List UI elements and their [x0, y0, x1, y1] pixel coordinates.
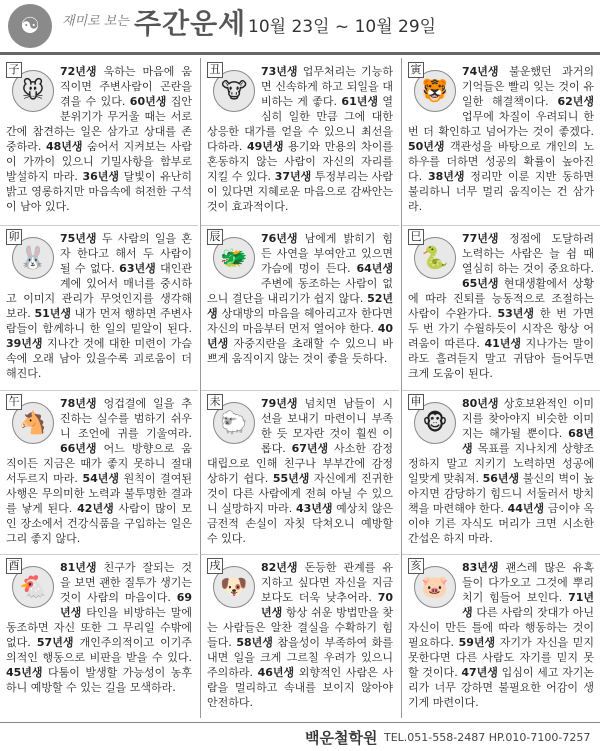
fortune-sentence: 엉겁결에 일을 추진하는 실수를 범하기 쉬우니 조언에 귀를 기울여라.	[60, 397, 192, 440]
zodiac-badge: 卯	[6, 229, 22, 245]
birth-year-label: 71년생	[462, 591, 594, 619]
fortune-sentence: 지나간 것에 대한 미련이 가슴속에 오래 남아 있을수록 괴로움이 더해진다.	[6, 337, 192, 380]
birth-year-label: 66년생	[60, 442, 97, 455]
birth-year-label: 72년생	[60, 65, 97, 78]
column-left	[0, 58, 198, 718]
zodiac-animal-icon: 🐭	[12, 70, 54, 112]
fortune-sentence: 용기와 만용의 차이를 혼동하지 않는 사람이 자신의 자리를 지킬 수 있다.	[207, 140, 393, 183]
birth-year-label: 54년생	[82, 472, 120, 485]
zodiac-badge: 申	[408, 394, 424, 410]
fortune-sentence: 상대방의 마음을 헤아리고자 한다면 자신의 마음부터 먼저 열어야 한다.	[207, 307, 393, 335]
zodiac-animal-icon: 🐔	[12, 566, 54, 608]
birth-year-label: 44년생	[507, 502, 545, 515]
fortune-cell	[201, 554, 399, 718]
fortune-sentence: 열심히 일한 만큼 그에 대한 상응한 대가를 얻을 수 있으니 최선을 다하라.	[207, 95, 393, 153]
birth-year-label: 77년생	[462, 232, 499, 245]
fortune-sentence: 예상치 않은 금전적 손실이 자칫 닥쳐오니 예방할 수 있다.	[207, 502, 393, 545]
fortune-cell	[402, 390, 600, 554]
birth-year-label: 63년생	[119, 262, 156, 275]
birth-year-label: 39년생	[6, 337, 43, 350]
birth-year-label: 38년생	[427, 170, 465, 183]
fortune-sentence: 내가 먼저 행하면 주변사람들이 함께하니 한 일의 밑알이 된다.	[6, 307, 192, 335]
zodiac-illustration	[408, 394, 458, 446]
zodiac-illustration	[6, 394, 56, 446]
fortune-cell	[0, 554, 198, 718]
fortune-sentence: 친구가 잘되는 것을 보면 괜한 질투가 생기는 것이 사람의 마음이다.	[60, 561, 192, 604]
fortune-sentence: 타인을 비방하는 말에 동조하면 자신 또한 그 무리일 수밖에 없다.	[6, 606, 192, 649]
birth-year-label: 55년생	[272, 472, 310, 485]
birth-year-label: 56년생	[482, 472, 520, 485]
zodiac-illustration	[207, 229, 257, 281]
birth-year-label: 41년생	[484, 337, 522, 350]
fortune-sentence: 투정부리는 사람이 있다면 지혜로운 마음으로 감싸안는 것이 효과적이다.	[207, 170, 393, 213]
fortune-sentence: 다른 사람의 잣대가 아닌 자신이 만든 틀에 따라 행동하는 것이 필요하다.	[408, 606, 594, 649]
birth-year-label: 64년생	[356, 262, 393, 275]
column-middle	[201, 58, 399, 718]
fortune-sentence: 개인주의적이고 이기주의적인 행동으로 비판을 받을 수 있다.	[6, 636, 192, 664]
fortune-sentence: 달빛이 유난히 밝고 영롱하지만 마음속에 허전한 구석이 남아 있다.	[6, 170, 192, 213]
zodiac-badge: 亥	[408, 558, 424, 574]
header	[0, 0, 600, 52]
fortune-sentence: 불신의 벽이 높아지면 감당하기 힘드니 서둘러서 방치책을 마련해야 한다.	[408, 472, 594, 515]
zodiac-animal-icon: 🐶	[213, 566, 255, 608]
fortune-sentence: 정점에 도달하려 노력하는 사람은 늘 쉼 때 열심히 하는 것이 중요하다.	[462, 232, 594, 275]
birth-year-label: 52년생	[207, 292, 393, 320]
zodiac-animal-icon: 🐍	[414, 237, 456, 279]
birth-year-label: 79년생	[261, 397, 298, 410]
zodiac-badge: 丑	[207, 62, 223, 78]
birth-year-label: 49년생	[246, 140, 284, 153]
fortune-sentence: 참을성이 부족하여 화를 내면 일을 크게 그르칠 우려가 있으니 주의하라.	[207, 636, 393, 679]
birth-year-label: 43년생	[295, 502, 333, 515]
fortune-sentence: 업무처리는 기능하면 신속하게 하고 되일을 대비하는 게 좋다.	[261, 65, 393, 108]
zodiac-animal-icon: 🐰	[12, 237, 54, 279]
zodiac-badge: 寅	[408, 62, 424, 78]
fortune-sentence: 외향적인 사람은 사람을 멀리하고 속내를 보이지 않아야 안전하다.	[207, 666, 393, 709]
fortune-sentence: 정리만 이룬 지반 동하면 불리하니 너무 멀리 움직이는 건 삼가라.	[408, 170, 594, 213]
fortune-cell	[0, 58, 198, 225]
birth-year-label: 45년생	[6, 666, 43, 679]
fortune-sentence: 항상 쉬운 방법만을 찾는 사람들은 알찬 결실을 수확하기 힘들다.	[207, 606, 393, 649]
fortune-sentence: 남에게 밝히기 힘든 사연을 부여안고 있으면 가슴에 멍이 든다.	[261, 232, 393, 275]
birth-year-label: 53년생	[497, 307, 535, 320]
birth-year-label: 76년생	[261, 232, 298, 245]
fortune-cell	[201, 58, 399, 225]
birth-year-label: 82년생	[261, 561, 298, 574]
birth-year-label: 59년생	[458, 636, 496, 649]
birth-year-label: 51년생	[34, 307, 71, 320]
fortune-sentence: 객관성을 바탕으로 개인의 노하우를 더하면 성공의 확률이 높아진다.	[408, 140, 594, 183]
birth-year-label: 62년생	[557, 95, 594, 108]
fortune-sentence: 자신에게 진귀한 것이 다른 사람에게 전혀 아닐 수 있으니 실망하지 마라.	[207, 472, 393, 515]
zodiac-illustration	[6, 558, 56, 610]
fortune-sentence: 원칙이 결여된 사행은 무의미한 노력과 불투명한 결과를 낳게 된다.	[6, 472, 192, 515]
birth-year-label: 46년생	[257, 666, 295, 679]
birth-year-label: 74년생	[462, 65, 499, 78]
birth-year-label: 37년생	[274, 170, 312, 183]
birth-year-label: 40년생	[207, 322, 393, 350]
zodiac-illustration	[207, 558, 257, 610]
birth-year-label: 73년생	[261, 65, 298, 78]
fortune-sentence: 지나가는 말이라도 흘려듣지 말고 귀담아 들어두면 크게 도움이 된다.	[408, 337, 594, 380]
fortune-sentence: 대인관계에 있어서 매너를 중시하고 이미지 관리가 무엇인지를 생각해 보라.	[6, 262, 192, 320]
fortune-sentence: 사람이 많이 모인 장소에서 건강식품을 구입하는 일은 그리 좋지 않다.	[6, 502, 192, 545]
zodiac-illustration	[207, 394, 257, 446]
fortune-cell	[0, 225, 198, 390]
fortune-sentence: 어느 방향으로 움직이든 지금은 때가 좋지 못하니 절대 서두르지 마라.	[6, 442, 192, 485]
fortune-sentence: 괜스레 많은 유혹들이 다가오고 그것에 뿌리치기 힘들어 보인다.	[462, 561, 594, 604]
fortune-sentence: 금이야 옥이야 기른 자식도 머리가 크면 시소한 간섭은 하지 마라.	[408, 502, 594, 545]
zodiac-badge: 子	[6, 62, 22, 78]
birth-year-label: 80년생	[462, 397, 499, 410]
column-right	[402, 58, 600, 718]
zodiac-illustration	[6, 229, 56, 281]
birth-year-label: 47년생	[461, 666, 498, 679]
zodiac-animal-icon: 🐵	[414, 402, 456, 444]
zodiac-animal-icon: 🐴	[12, 402, 54, 444]
birth-year-label: 75년생	[60, 232, 97, 245]
fortune-sentence: 집안분위기가 무거울 때는 서로간에 참견하는 일은 삼가고 상대를 존중하라.	[6, 95, 192, 153]
zodiac-animal-icon: 🐮	[213, 70, 255, 112]
zodiac-badge: 戌	[207, 558, 223, 574]
fortune-sentence: 욱하는 마음에 움직이면 주변사람이 곤란을 겪을 수 있다.	[60, 65, 192, 108]
birth-year-label: 67년생	[291, 442, 329, 455]
zodiac-illustration	[408, 62, 458, 114]
birth-year-label: 48년생	[45, 140, 83, 153]
fortune-sentence: 상호보완적인 이미지를 찾아야지 비슷한 이미지는 해가될 뿐이다.	[462, 397, 594, 440]
fortune-sentence: 넘치면 남들이 시선을 보내기 마련이니 부족한 듯 모자란 것이 훨씬 이롭다.	[261, 397, 393, 455]
zodiac-illustration	[207, 62, 257, 114]
fortune-sentence: 주변에 동조하는 사람이 없으니 결단을 내리기가 쉽지 않다.	[207, 277, 393, 305]
contact-info: TEL.051-558-2487 HP.010-7100-7257	[384, 731, 591, 744]
fortune-cell	[402, 225, 600, 390]
zodiac-animal-icon: 🐯	[414, 70, 456, 112]
zodiac-illustration	[408, 229, 458, 281]
zodiac-animal-icon: 🐲	[213, 237, 255, 279]
zodiac-badge: 酉	[6, 558, 22, 574]
zodiac-animal-icon: 🐑	[213, 402, 255, 444]
fortune-sentence: 자기가 자신을 믿지 못한다면 다른 사람도 자기를 믿지 못할 것이다.	[408, 636, 594, 679]
birth-year-label: 65년생	[462, 277, 499, 290]
fortune-cell	[402, 58, 600, 225]
fortune-sentence: 현대생활에서 상황에 따라 진퇴를 능동적으로 조절하는 사람이 수완가다.	[408, 277, 594, 320]
fortune-sentence: 사소한 감정대립으로 인해 친구나 부부간에 감정 상하기 쉽다.	[207, 442, 394, 485]
footer	[0, 722, 600, 751]
fortune-sentence: 한 번 가면 두 번 가기 수월하듯이 시작은 항상 어려움이 따른다.	[408, 307, 594, 350]
zodiac-animal-icon: 🐷	[414, 566, 456, 608]
date-range: 10월 23일 ~ 10월 29일	[248, 17, 437, 37]
birth-year-label: 58년생	[236, 636, 273, 649]
birth-year-label: 81년생	[60, 561, 97, 574]
fortune-sentence: 업무에 차질이 우려되니 한 번 더 확인하고 넘어가는 것이 좋겠다.	[408, 110, 594, 138]
zodiac-illustration	[408, 558, 458, 610]
birth-year-label: 83년생	[462, 561, 499, 574]
zodiac-badge: 辰	[207, 229, 223, 245]
birth-year-label: 61년생	[341, 95, 378, 108]
academy-name: 백운철학원	[305, 729, 378, 747]
birth-year-label: 69년생	[60, 591, 192, 619]
zodiac-illustration	[6, 62, 56, 114]
birth-year-label: 60년생	[129, 95, 167, 108]
zodiac-badge: 未	[207, 394, 223, 410]
header-subtitle: 재미로 보는	[62, 14, 129, 29]
fortune-cell	[0, 390, 198, 554]
fortune-sentence: 숨어서 지켜보는 사람이 가까이 있으니 기밀사항을 함부로 발설하지 마라.	[6, 140, 192, 183]
fortune-sentence: 돈등한 관계를 유지하고 싶다면 자신을 지금보다도 더욱 낮추어라.	[261, 561, 393, 604]
birth-year-label: 78년생	[60, 397, 97, 410]
page-title: 주간운세	[134, 7, 247, 40]
birth-year-label: 42년생	[77, 502, 114, 515]
fortune-cell	[201, 225, 399, 390]
header-divider	[0, 52, 600, 55]
fortune-sentence: 두 사람의 일을 혼자 한다고 해서 두 사람이 될 수 없다.	[60, 232, 192, 275]
zodiac-badge: 午	[6, 394, 22, 410]
fortune-sentence: 다툼이 발생할 가능성이 농후하니 예방할 수 있는 길을 모색하라.	[6, 666, 192, 694]
fortune-sentence: 자중지란을 초래할 수 있으니 바쁘게 움직이지 않는 것이 좋을 듯하다.	[207, 337, 393, 365]
zodiac-badge: 巳	[408, 229, 424, 245]
fortune-cell	[402, 554, 600, 718]
fortune-sentence: 불운했던 과거의 기억들은 빨리 잊는 것이 유일한 해결책이다.	[462, 65, 594, 108]
birth-year-label: 68년생	[462, 427, 594, 455]
birth-year-label: 50년생	[408, 140, 445, 153]
fortune-logo-icon: ☯	[8, 4, 52, 48]
birth-year-label: 57년생	[36, 636, 74, 649]
birth-year-label: 70년생	[261, 591, 393, 619]
birth-year-label: 36년생	[82, 170, 120, 183]
fortune-cell	[201, 390, 399, 554]
fortune-sentence: 입심이 세고 자기논리가 너무 강하면 불필요한 어감이 생기게 마련이다.	[408, 666, 594, 709]
fortune-sentence: 목표를 지나치게 상향조정하지 말고 지키기 노력하면 성공에 일맞게 맞춰져.	[408, 442, 594, 485]
